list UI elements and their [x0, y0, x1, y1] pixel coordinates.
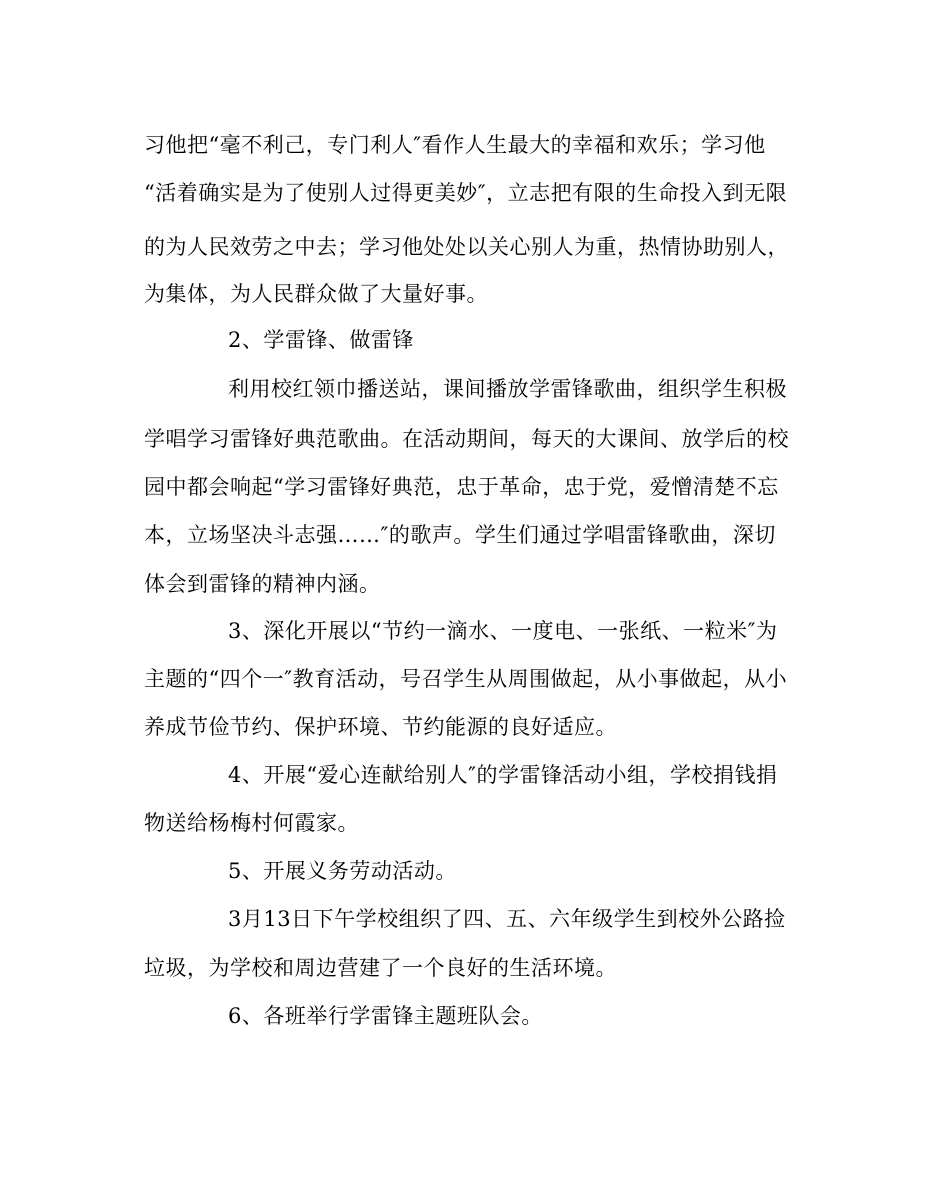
section-heading: 2、学雷锋、做雷锋 [228, 328, 414, 352]
text-line: 5、开展义务劳动活动。 [228, 859, 457, 883]
text-line: 养成节俭节约、保护环境、节约能源的良好适应。 [144, 715, 617, 739]
text-line: 本，立场坚决斗志强……″的歌声。学生们通过学唱雷锋歌曲，深切 [144, 523, 776, 547]
text-line: 学唱学习雷锋好典范歌曲。在活动期间，每天的大课间、放学后的校 [144, 427, 789, 451]
text-line: 3、深化开展以“节约一滴水、一度电、一张纸、一粒米″为 [228, 619, 778, 643]
text-line: 4、开展“爱心连献给别人″的学雷锋活动小组，学校捐钱捐 [228, 763, 778, 787]
text-line: 垃圾，为学校和周边营建了一个良好的生活环境。 [144, 956, 617, 980]
text-line: 的为人民效劳之中去；学习他处处以关心别人为重，热情协助别人， [144, 235, 789, 259]
text-line: “活着确实是为了使别人过得更美妙″，立志把有限的生命投入到无限 [144, 181, 788, 205]
text-line: 习他把“毫不利己，专门利人″看作人生最大的幸福和欢乐；学习他 [144, 133, 766, 157]
text-line: 主题的“四个一″教育活动，号召学生从周围做起，从小事做起，从小 [144, 667, 788, 691]
text-line: 园中都会响起“学习雷锋好典范，忠于革命，忠于党，爱憎清楚不忘 [144, 475, 779, 499]
text-line: 为集体，为人民群众做了大量好事。 [144, 282, 488, 306]
text-line: 体会到雷锋的精神内涵。 [144, 572, 381, 596]
text-line: 6、各班举行学雷锋主题班队会。 [228, 1004, 543, 1028]
text-line: 利用校红领巾播送站，课间播放学雷锋歌曲，组织学生积极 [228, 377, 787, 401]
text-line: 物送给杨梅村何霞家。 [144, 811, 359, 835]
text-line: 3月13日下午学校组织了四、五、六年级学生到校外公路捡 [228, 907, 786, 931]
